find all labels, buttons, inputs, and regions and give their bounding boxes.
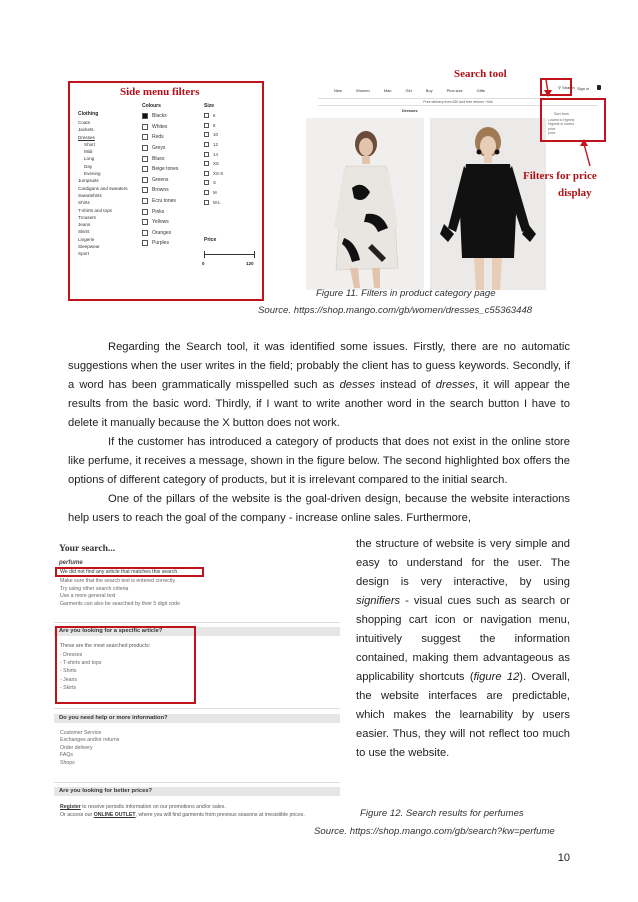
clothing-item[interactable]: T-shirts and tops <box>78 207 112 213</box>
paragraph-3: One of the pillars of the website is the goal-driven design, because the website interactions help users to reach the goal of the company - increase online sales. Furthermore, <box>68 493 570 524</box>
figure11-caption: Figure 11. Filters in product category page <box>316 288 496 299</box>
clothing-item[interactable]: Lingerie <box>78 236 95 242</box>
product-photo-2[interactable] <box>430 118 546 290</box>
help-links[interactable] <box>60 730 119 767</box>
no-result-message: We did not find any article that matches this search. <box>60 569 179 575</box>
free-delivery-banner: Free delivery from £30 and free returns +info <box>318 98 598 106</box>
online-outlet-link[interactable]: ONLINE OUTLET <box>93 812 136 818</box>
clothing-item[interactable]: Shirts <box>78 200 90 206</box>
clothing-item[interactable]: Jeans <box>78 222 91 228</box>
figure12-source: Source. https://shop.mango.com/gb/search?kw=perfume <box>314 826 555 837</box>
help-link[interactable]: Order delivery <box>60 744 93 751</box>
clothing-item[interactable]: Sport <box>78 251 89 257</box>
clothing-item[interactable]: Sleepwear <box>78 244 100 250</box>
clothing-item[interactable]: Jackets <box>78 127 94 133</box>
search-button[interactable]: ⚲ Search <box>558 85 575 90</box>
colour-option-label: Pinks <box>152 208 165 215</box>
register-text: Register to receive periodic information on our promotions and/or sales. <box>60 804 226 810</box>
specific-article-highlight <box>55 626 196 704</box>
sort-option[interactable]: price <box>548 131 556 136</box>
price-header: Price <box>204 237 217 243</box>
colour-option-label: Greys <box>152 145 166 152</box>
figure-11 <box>68 70 608 302</box>
outlet-text: Or access our ONLINE OUTLET, where you will find garments from previous seasons at irresistible prices. <box>60 812 305 818</box>
colour-option-label: Ecru tones <box>152 198 176 205</box>
clothing-item[interactable]: Sweatshirts <box>78 192 102 198</box>
colour-option-label: Whites <box>152 123 168 130</box>
search-tool-label: Search tool <box>454 68 507 80</box>
most-searched-link[interactable]: - T-shirts and tops <box>60 660 102 667</box>
colour-option-label: Oranges <box>152 229 172 236</box>
paragraph-1: Regarding the Search tool, it was identified some issues. Firstly, there are no automatic suggestions when the user writes in the field; probably the client has to guess keywords. Secondly, if a word has been grammatically misspelled such as desses instead of dresses, it will appear the results from the basic word. Thirdly, if I want to write another word in the search button I have to delete it manually because the X button does not work. <box>68 341 570 429</box>
page-number: 10 <box>557 852 570 864</box>
size-option-label: 10 <box>213 132 218 138</box>
search-tips <box>60 578 180 608</box>
help-link[interactable]: Shops <box>60 759 75 766</box>
section-specific-article: Are you looking for a specific article? <box>54 627 340 636</box>
register-link[interactable]: Register <box>60 804 81 810</box>
signin-link[interactable]: Sign in <box>577 86 590 91</box>
nav-item[interactable]: Boy <box>425 88 433 93</box>
most-searched-intro: These are the most searched products: <box>60 643 151 649</box>
size-option-label: M <box>213 190 217 196</box>
colour-option-label: Purples <box>152 240 169 247</box>
search-results-title: Your search... <box>59 543 116 554</box>
dresses-title: Dresses <box>402 108 418 113</box>
size-option-label: XS-S <box>213 170 224 176</box>
clothing-item[interactable]: Skirts <box>78 229 90 235</box>
clothing-item[interactable]: Trousers <box>78 214 96 220</box>
figure11-source: Source. https://shop.mango.com/gb/women/dresses_c55363448 <box>258 305 533 316</box>
clothing-item[interactable]: Midi <box>84 149 93 155</box>
nav-item[interactable]: New <box>334 88 343 93</box>
main-nav <box>334 88 485 93</box>
colour-option-label: Greens <box>152 176 169 183</box>
annotation-arrows <box>538 70 608 170</box>
clothing-item[interactable]: Short <box>84 141 95 147</box>
section-better-prices: Are you looking for better prices? <box>54 787 340 796</box>
search-tip: Make sure that the search text is entered correctly <box>60 578 176 584</box>
nav-item[interactable]: Girl <box>405 88 412 93</box>
sort-option[interactable]: price <box>548 126 556 131</box>
help-link[interactable]: Exchanges and/or returns <box>60 737 120 744</box>
size-header: Size <box>204 103 215 109</box>
search-icon: ⚲ <box>558 85 561 90</box>
colour-option-label: Browns <box>152 187 169 194</box>
colour-option-label: Beige tones <box>152 166 179 173</box>
help-link[interactable]: Customer Service <box>60 730 102 736</box>
section-help: Do you need help or more information? <box>54 714 340 723</box>
search-tip: Use a more general text <box>60 593 116 600</box>
nav-item[interactable]: Plus size <box>446 88 463 93</box>
price-filter-label-line1: Filters for price <box>523 170 597 182</box>
clothing-item[interactable]: Dresses <box>78 134 95 140</box>
colour-option-label: Blues <box>152 155 165 162</box>
search-tip: Try using other search criteria <box>60 585 129 592</box>
most-searched-link[interactable]: - Shirts <box>60 668 77 675</box>
dress-image-1 <box>306 118 424 290</box>
size-option-label: S <box>213 180 216 186</box>
nav-item[interactable]: Women <box>356 88 370 93</box>
figure12-caption: Figure 12. Search results for perfumes <box>360 808 524 819</box>
sort-label: Sort from <box>554 112 569 116</box>
figure-12-search-results <box>54 540 340 826</box>
colours-header: Colours <box>142 103 161 109</box>
paragraph-2: If the customer has introduced a category of products that does not exist in the online store like perfume, it receives a message, shown in the figure below. The second highlighted box offers the options of different category of products, but it is irrelevant compared to the initial search. <box>68 436 570 486</box>
size-option-label: 14 <box>213 151 218 157</box>
clothing-header: Clothing <box>78 111 99 117</box>
clothing-item[interactable]: Long <box>84 156 95 162</box>
clothing-item[interactable]: Day <box>84 163 93 169</box>
colour-option-label: Yellows <box>152 219 169 226</box>
no-result-highlight <box>55 567 204 577</box>
clothing-item[interactable]: Jumpsuits <box>78 178 99 184</box>
price-min: 0 <box>202 261 205 266</box>
most-searched-link[interactable]: - Skirts <box>60 684 77 691</box>
paragraph-3-wrap: the structure of website is very simple and easy to understand for the user. The design is very interactive, by using signifiers - visual cues such as search or shopping cart icon or navigation menu, intuitively suggest the information contained, making them advantageous as applicability shortcuts (figure 12). Overall, the website interfaces are predictable, which makes the learnability by users easier. Thus, they will not reflect too much to use the website. <box>356 538 570 759</box>
divider <box>54 622 340 623</box>
nav-item[interactable]: Gifts <box>476 88 485 93</box>
clothing-item[interactable]: Evening <box>84 171 101 177</box>
most-searched-link[interactable]: - Jeans <box>60 676 78 683</box>
price-filter-label-line2: display <box>558 187 592 199</box>
side-menu-label: Side menu filters <box>120 86 200 98</box>
divider <box>54 708 340 709</box>
size-option-label: XS <box>213 161 219 167</box>
divider <box>54 782 340 783</box>
colour-option-label: Blacks <box>152 113 167 120</box>
colour-option-label: Reds <box>152 134 164 141</box>
sort-option[interactable]: Lowest to highest <box>548 118 575 122</box>
clothing-item[interactable]: Cardigans and sweaters <box>78 185 128 191</box>
size-option-label: 8 <box>213 122 216 128</box>
search-query: perfume <box>59 560 83 566</box>
product-photo-1[interactable] <box>306 118 424 290</box>
price-max: 120 <box>246 261 254 266</box>
sort-option[interactable]: Highest to lowest <box>548 122 574 127</box>
side-menu-highlight <box>68 81 264 301</box>
dress-image-2 <box>430 118 546 290</box>
clothing-item[interactable]: Coats <box>78 120 91 125</box>
most-searched-link[interactable]: - Dresses <box>60 652 83 658</box>
search-tip: Garments can also be searched by their 5 digit code <box>60 600 180 607</box>
body-paragraphs <box>68 338 570 528</box>
help-link[interactable]: FAQs <box>60 752 73 759</box>
nav-item[interactable]: Man <box>383 88 392 93</box>
size-option-label: 12 <box>213 142 218 148</box>
size-option-label: M-L <box>213 199 221 205</box>
size-option-label: 6 <box>213 113 216 119</box>
